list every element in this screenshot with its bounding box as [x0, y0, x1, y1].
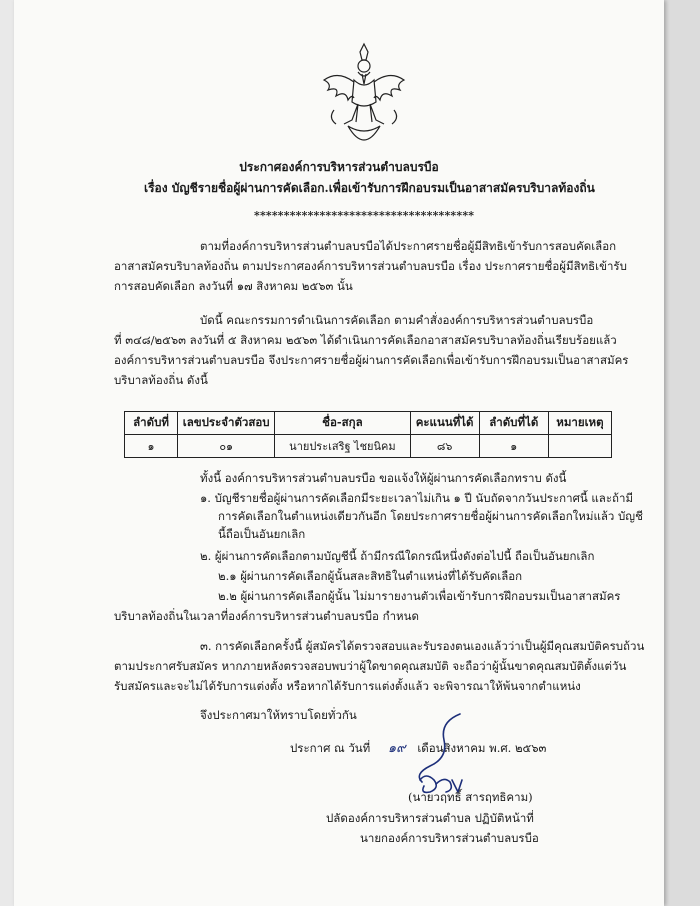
- separator-stars: *************************************: [254, 209, 475, 222]
- page-edge: [663, 0, 700, 906]
- cell-rank: ๑: [479, 435, 548, 458]
- col-header-order: ลำดับที่: [125, 412, 178, 435]
- cell-score: ๘๖: [410, 435, 479, 458]
- condition-2-2-line2: บริบาลท้องถิ่นในเวลาที่องค์การบริหารส่วนตำบลบรบือ กำหนด: [114, 609, 419, 623]
- condition-3-line3: รับสมัครและจะไม่ได้รับการแต่งตั้ง หรือหากได้รับการแต่งตั้งแล้ว จะพิจารณาให้พ้นจากตำแหน่ง: [114, 679, 581, 693]
- cell-name: นายประเสริฐ ไชยนิคม: [275, 435, 410, 458]
- cell-remark: [548, 435, 611, 458]
- condition-2-1: ๒.๑ ผู้ผ่านการคัดเลือกผู้นั้นสละสิทธิในตำแหน่งที่ได้รับคัดเลือก: [218, 569, 523, 583]
- col-header-remark: หมายเหตุ: [548, 412, 611, 435]
- cell-exam-id: ๐๑: [178, 435, 275, 458]
- para2-line1: บัดนี้ คณะกรรมการดำเนินการคัดเลือก ตามคำสั่งองค์การบริหารส่วนตำบลบรบือ: [200, 313, 594, 327]
- para2-line2: ที่ ๓๔๘/๒๕๖๓ ลงวันที่ ๕ สิงหาคม ๒๕๖๓ ได้ดำเนินการคัดเลือกอาสาสมัครบริบาลท้องถิ่นเรียบร้อยแล้ว: [114, 333, 617, 347]
- condition-1-line1: ๑. บัญชีรายชื่อผู้ผ่านการคัดเลือกมีระยะเวลาไม่เกิน ๑ ปี นับถัดจากวันประกาศนี้ และถ้ามี: [200, 491, 634, 505]
- signatory-position-1: ปลัดองค์การบริหารส่วนตำบล ปฏิบัติหน้าที่: [326, 811, 534, 825]
- condition-2: ๒. ผู้ผ่านการคัดเลือกตามบัญชีนี้ ถ้ามีกรณีใดกรณีหนึ่งดังต่อไปนี้ ถือเป็นอันยกเลิก: [200, 549, 595, 563]
- cell-order: ๑: [125, 435, 178, 458]
- announcement-title: ประกาศองค์การบริหารส่วนตำบลบรบือ: [239, 160, 439, 174]
- signatory-position-2: นายกองค์การบริหารส่วนตำบลบรบือ: [360, 831, 539, 845]
- closing-text: จึงประกาศมาให้ทราบโดยทั่วกัน: [200, 708, 357, 722]
- table-row: [125, 435, 612, 458]
- announcement-subject: เรื่อง บัญชีรายชื่อผู้ผ่านการคัดเลือก.เพื่อเข้ารับการฝึกอบรมเป็นอาสาสมัครบริบาลท้องถิ่น: [144, 181, 595, 195]
- garuda-emblem-icon: [318, 40, 410, 142]
- table-header-row: [125, 412, 612, 435]
- conditions-intro: ทั้งนี้ องค์การบริหารส่วนตำบลบรบือ ขอแจ้งให้ผู้ผ่านการคัดเลือกทราบ ดังนี้: [200, 471, 567, 485]
- document-page: [14, 0, 664, 906]
- para2-line4: บริบาลท้องถิ่น ดังนี้: [114, 373, 208, 387]
- dateline-rest: เดือนสิงหาคม พ.ศ. ๒๕๖๓: [417, 741, 547, 755]
- dateline-prefix: ประกาศ ณ วันที่: [290, 741, 371, 755]
- col-header-exam-id: เลขประจำตัวสอบ: [178, 412, 275, 435]
- para1-line3: การสอบคัดเลือก ลงวันที่ ๑๗ สิงหาคม ๒๕๖๓ นั้น: [114, 279, 353, 293]
- dateline-day: ๑๙: [387, 741, 406, 756]
- condition-2-2-line1: ๒.๒ ผู้ผ่านการคัดเลือกผู้นั้น ไม่มารายงานตัวเพื่อเข้ารับการฝึกอบรมเป็นอาสาสมัคร: [218, 589, 621, 603]
- condition-1-line2: การคัดเลือกในตำแหน่งเดียวกันอีก โดยประกาศรายชื่อผู้ผ่านการคัดเลือกใหม่แล้ว บัญชี: [218, 509, 643, 523]
- para2-line3: องค์การบริหารส่วนตำบลบรบือ จึงประกาศรายชื่อผู้ผ่านการคัดเลือกเพื่อเข้ารับการฝึกอบรมเป็นอาสาสมัคร: [114, 353, 629, 367]
- col-header-rank: ลำดับที่ได้: [479, 412, 548, 435]
- signatory-name: (นายวฤทธิ์ สารฤทธิคาม): [408, 790, 533, 804]
- condition-1-line3: นี้ถือเป็นอันยกเลิก: [218, 527, 306, 541]
- col-header-score: คะแนนที่ได้: [410, 412, 479, 435]
- para1-line1: ตามที่องค์การบริหารส่วนตำบลบรบือได้ประกาศรายชื่อผู้มีสิทธิเข้ารับการสอบคัดเลือก: [200, 239, 617, 253]
- col-header-name: ชื่อ-สกุล: [275, 412, 410, 435]
- results-table: [124, 411, 612, 458]
- condition-3-line1: ๓. การคัดเลือกครั้งนี้ ผู้สมัครได้ตรวจสอบและรับรองตนเองแล้วว่าเป็นผู้มีคุณสมบัติครบถ้วน: [200, 639, 645, 653]
- condition-3-line2: ตามประกาศรับสมัคร หากภายหลังตรวจสอบพบว่าผู้ใดขาดคุณสมบัติ จะถือว่าผู้นั้นขาดคุณสมบัติตั้งแต่วัน: [114, 659, 627, 673]
- para1-line2: อาสาสมัครบริบาลท้องถิ่น ตามประกาศองค์การบริหารส่วนตำบลบรบือ เรื่อง ประกาศรายชื่อผู้มีสิทธิเข้ารับ: [114, 259, 627, 273]
